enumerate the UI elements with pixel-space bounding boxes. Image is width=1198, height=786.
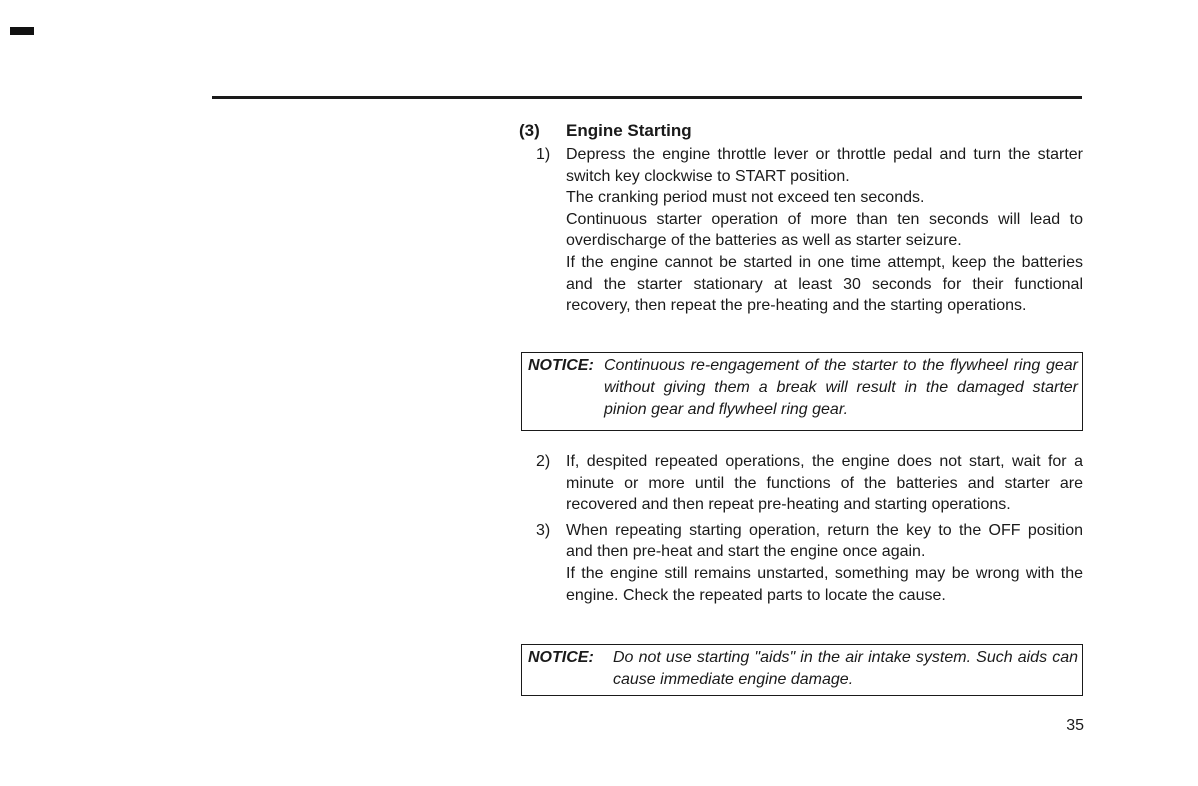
step-1-paragraph: Depress the engine throttle lever or throttle pedal and turn the starter switch key clockwise to START position. — [566, 146, 1083, 185]
step-1-paragraph: The cranking period must not exceed ten seconds. — [566, 189, 925, 207]
section-heading — [519, 120, 1083, 142]
step-1-paragraph: Continuous starter operation of more than ten seconds will lead to overdischarge of the batteries as well as starter seizure. — [566, 210, 1083, 250]
notice-box-starting-aids — [521, 644, 1083, 696]
step-2-paragraph: If, despited repeated operations, the engine does not start, wait for a minute or more until the functions of the batteries and starter are recovered and then repeat pre-heating and starting operations. — [566, 453, 1083, 514]
section-number: (3) — [519, 121, 540, 140]
page-number: 35 — [1066, 717, 1084, 734]
engine-starting-section — [519, 120, 1083, 317]
step-2-number: 2) — [536, 453, 551, 470]
notice-text: Do not use starting "aids" in the air intake system. Such aids can cause immediate engine damage. — [613, 649, 1078, 688]
step-1-paragraph: If the engine cannot be started in one time attempt, keep the batteries and the starter stationary at least 30 seconds for their functional recovery, then repeat the pre-heating and the starting operations. — [566, 253, 1083, 315]
step-3-body — [566, 520, 1083, 606]
notice-label: NOTICE: — [528, 649, 594, 666]
step-1 — [519, 144, 1083, 317]
steps-continued — [519, 451, 1083, 610]
step-3-paragraph: When repeating starting operation, return the key to the OFF position and then pre-heat and start the engine once again. — [566, 521, 1083, 561]
corner-registration-mark — [10, 27, 34, 35]
notice-box-flywheel — [521, 352, 1083, 431]
section-title: Engine Starting — [566, 121, 692, 140]
notice-label: NOTICE: — [528, 357, 594, 374]
step-2 — [519, 451, 1083, 516]
step-2-body — [566, 451, 1083, 516]
step-1-body — [566, 144, 1083, 317]
step-3-number: 3) — [536, 521, 551, 539]
step-3-paragraph: If the engine still remains unstarted, something may be wrong with the engine. Check the repeated parts to locate the cause. — [566, 564, 1083, 604]
step-3 — [519, 520, 1083, 606]
notice-text: Continuous re-engagement of the starter to the flywheel ring gear without giving them a break will result in the damaged starter pinion gear and flywheel ring gear. — [604, 357, 1078, 418]
header-rule — [212, 96, 1082, 99]
step-1-number: 1) — [536, 146, 551, 163]
